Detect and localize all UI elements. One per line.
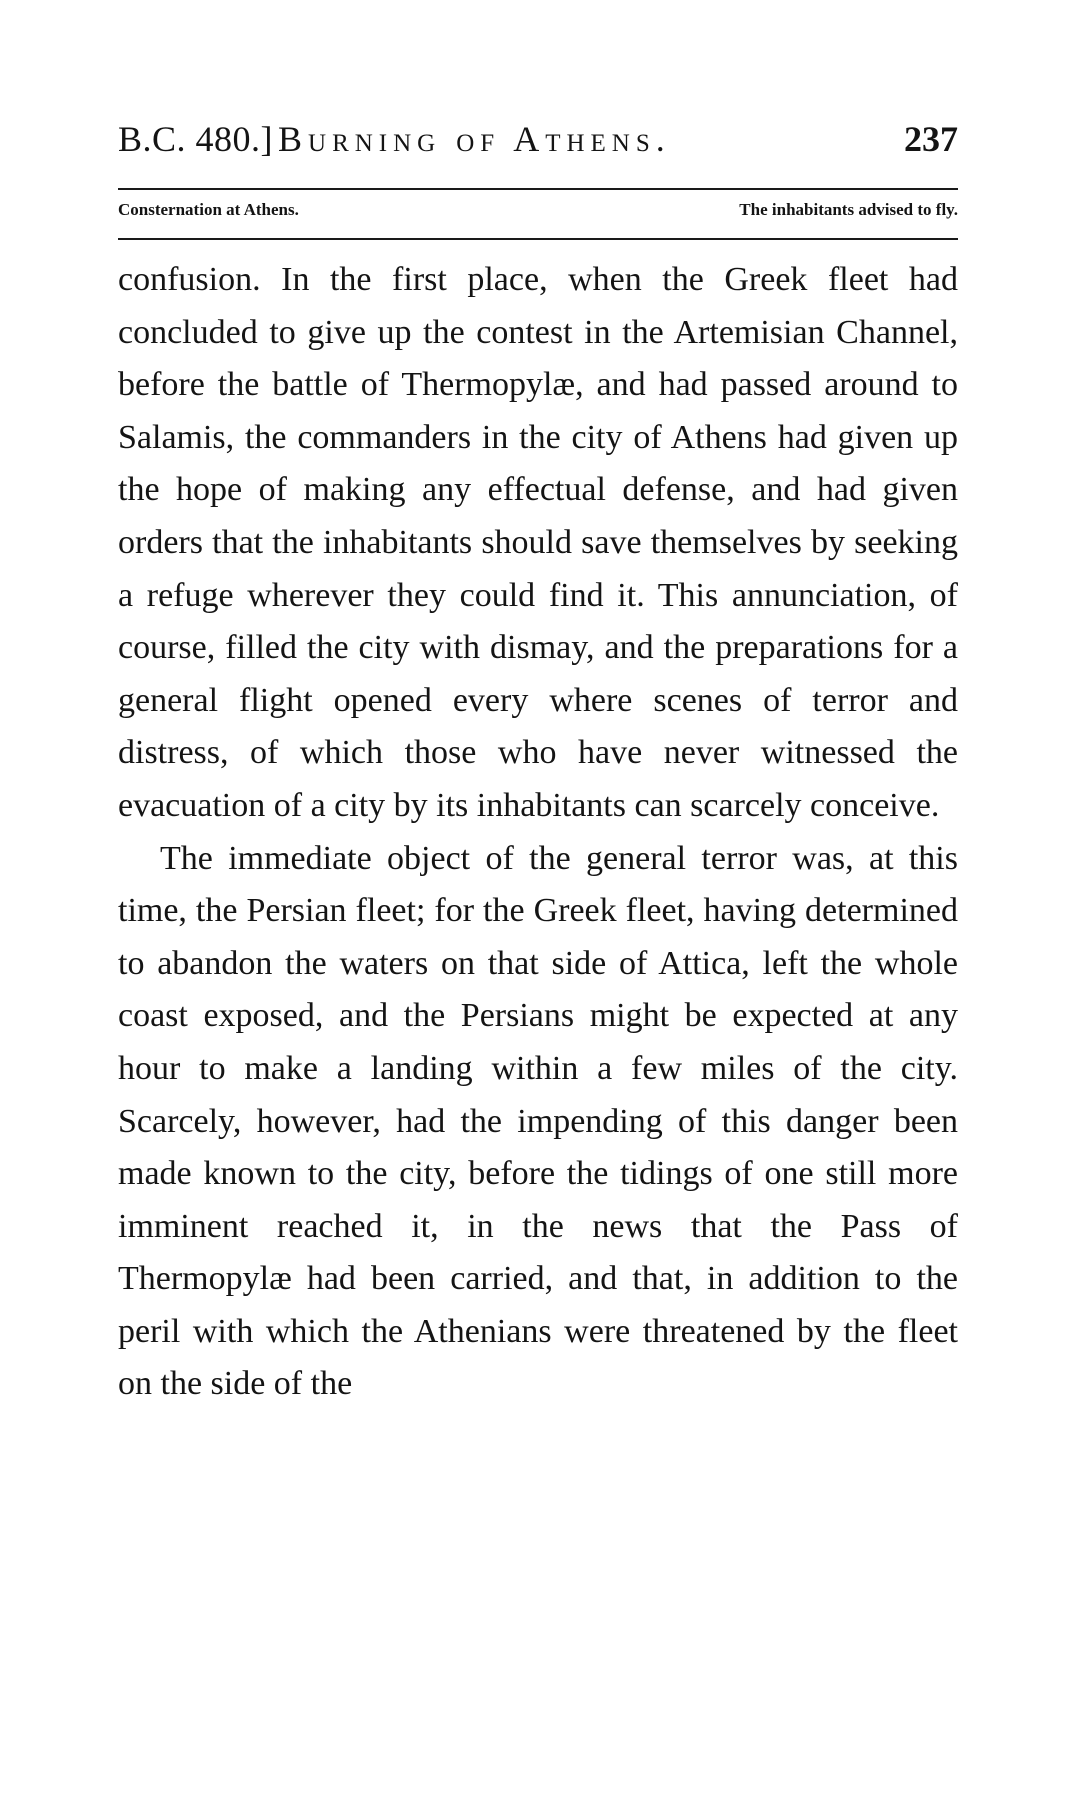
body-text — [118, 254, 958, 1411]
side-notes — [118, 196, 958, 232]
side-note-left: Consternation at Athens. — [118, 200, 299, 219]
paragraph-2: The immediate object of the general terror was, at this time, the Persian fleet; for the Greek fleet, having determined to abandon the waters on that side of Attica, left the whole coast exposed, and the Persians might be expected at any hour to make a landing within a few miles of the city. Scarcely, however, had the impending of this danger been made known to the city, before the tidings of one still more imminent reached it, in the news that the Pass of Thermopylæ had been carried, and that, in addition to the peril with which the Athenians were threatened by the fleet on the side of the — [118, 839, 958, 1403]
side-note-right: The inhabitants advised to fly. — [739, 200, 958, 219]
header-date: B.C. 480.] — [118, 119, 274, 159]
header-title: Burning of Athens. — [278, 119, 671, 159]
page-number: 237 — [904, 119, 958, 159]
running-head — [118, 118, 958, 174]
header-rule-top — [118, 188, 958, 190]
header-rule-bottom — [118, 238, 958, 240]
paragraph-1: confusion. In the first place, when the Greek fleet had concluded to give up the contest in the Artemisian Channel, before the battle of Thermopylæ, and had passed around to Salamis, the commanders in the city of Athens had given up the hope of making any effectual defense, and had given orders that the inhabitants should save themselves by seeking a refuge wherever they could find it. This annunciation, of course, filled the city with dismay, and the preparations for a general flight opened every where scenes of terror and distress, of which those who have never witnessed the evacuation of a city by its inhabitants can scarcely conceive. — [118, 261, 958, 824]
